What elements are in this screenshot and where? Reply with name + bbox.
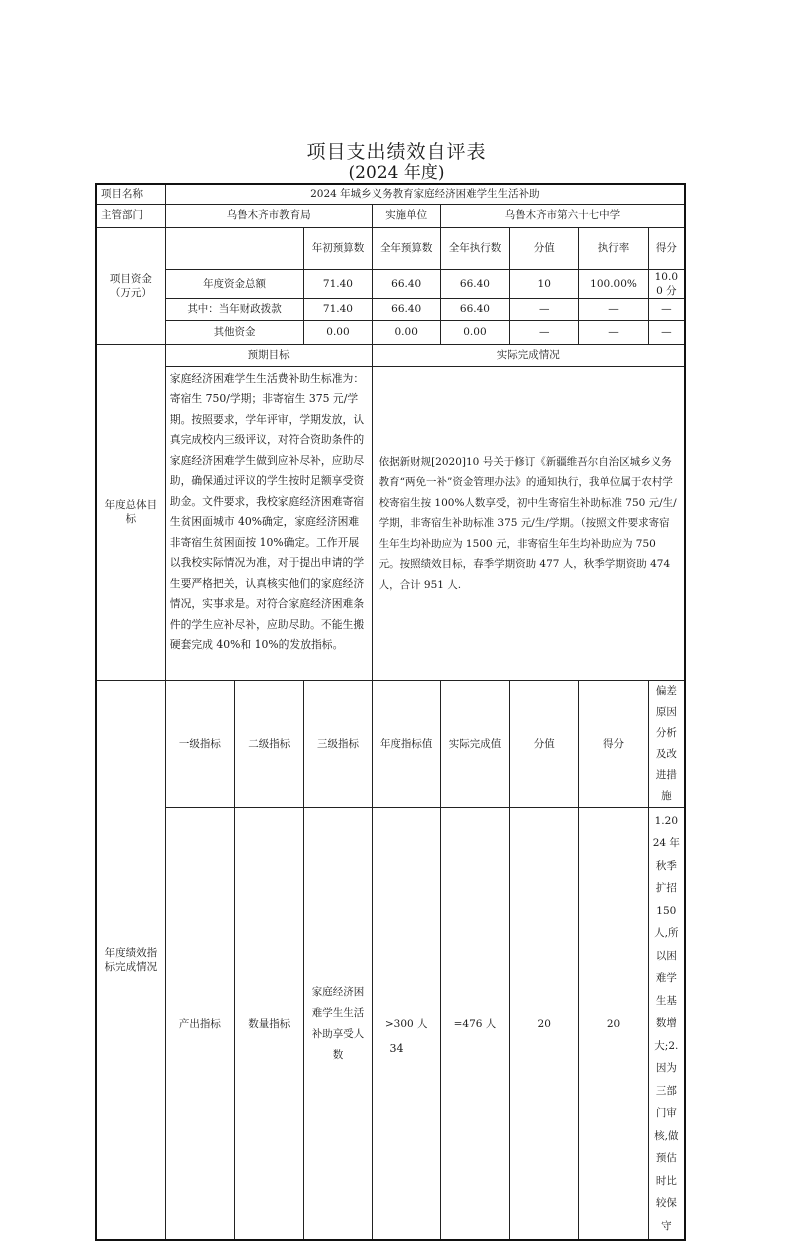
indicator-header-score: 得分 bbox=[579, 680, 648, 807]
funds-cell: — bbox=[510, 320, 579, 344]
goals-content-row bbox=[96, 366, 685, 680]
funds-header-annual-budget: 全年预算数 bbox=[372, 227, 440, 269]
funds-cell: 71.40 bbox=[304, 269, 372, 298]
dept-row bbox=[96, 204, 685, 227]
funds-cell: 66.40 bbox=[372, 298, 440, 320]
indicator-score-value: 20 bbox=[510, 807, 579, 1240]
indicator-header-target: 年度指标值 bbox=[372, 680, 440, 807]
funds-cell: — bbox=[579, 320, 648, 344]
funds-cell: 100.00% bbox=[579, 269, 648, 298]
funds-header-row bbox=[96, 227, 685, 269]
dept-value: 乌鲁木齐市教育局 bbox=[165, 204, 372, 227]
indicator-header-actual: 实际完成值 bbox=[440, 680, 509, 807]
funds-cell: 66.40 bbox=[372, 269, 440, 298]
project-name-value: 2024 年城乡义务教育家庭经济困难学生生活补助 bbox=[165, 184, 685, 204]
project-name-label: 项目名称 bbox=[96, 184, 165, 204]
indicators-label: 年度绩效指标完成情况 bbox=[96, 680, 165, 1240]
funds-header-exec-rate: 执行率 bbox=[579, 227, 648, 269]
goals-expected-header: 预期目标 bbox=[165, 344, 372, 366]
funds-row-label: 其中：当年财政拨款 bbox=[165, 298, 304, 320]
funds-cell: 10.00 分 bbox=[648, 269, 685, 298]
funds-cell: — bbox=[648, 298, 685, 320]
funds-other-row bbox=[96, 320, 685, 344]
funds-label-line2: （万元） bbox=[109, 286, 152, 299]
funds-row-label: 其他资金 bbox=[165, 320, 304, 344]
funds-header-score-value: 分值 bbox=[510, 227, 579, 269]
indicator-target: >300 人 bbox=[372, 807, 440, 1240]
funds-cell: 0.00 bbox=[372, 320, 440, 344]
goals-actual-header: 实际完成情况 bbox=[372, 344, 685, 366]
funds-header-annual-exec: 全年执行数 bbox=[440, 227, 509, 269]
indicators-header-row bbox=[96, 680, 685, 807]
indicator-header-level2: 二级指标 bbox=[235, 680, 304, 807]
impl-label: 实施单位 bbox=[372, 204, 440, 227]
funds-cell: 71.40 bbox=[304, 298, 372, 320]
indicator-actual: =476 人 bbox=[440, 807, 509, 1240]
funds-header-score: 得分 bbox=[648, 227, 685, 269]
funds-fiscal-row bbox=[96, 298, 685, 320]
page-subtitle: (2024 年度) bbox=[348, 163, 445, 183]
indicator-header-deviation: 偏差原因分析及改进措施 bbox=[648, 680, 685, 807]
dept-label: 主管部门 bbox=[96, 204, 165, 227]
funds-label-line1: 项目资金 bbox=[109, 272, 152, 285]
indicator-header-level1: 一级指标 bbox=[165, 680, 234, 807]
impl-value: 乌鲁木齐市第六十七中学 bbox=[440, 204, 685, 227]
indicator-header-score-value: 分值 bbox=[510, 680, 579, 807]
funds-cell: 10 bbox=[510, 269, 579, 298]
funds-cell: 66.40 bbox=[440, 298, 509, 320]
self-evaluation-table bbox=[95, 183, 686, 1241]
indicator-row bbox=[96, 807, 685, 1240]
indicator-score: 20 bbox=[579, 807, 648, 1240]
indicator-level3: 家庭经济困难学生生活补助享受人数 bbox=[304, 807, 372, 1240]
funds-cell: 0.00 bbox=[440, 320, 509, 344]
goals-expected-text: 家庭经济困难学生生活费补助生标准为：寄宿生 750/学期；非寄宿生 375 元/学期。按照要求，学年评审，学期发放，认真完成校内三级评议，对符合资助条件的家庭经济困难学生做到应补尽补，应助尽助，确保通过评议的学生按时足额享受资助金。文件要求，我校家庭经济困难寄宿生贫困面城市 40%确定，家庭经济困难非寄宿生贫困面按 10%确定。工作开展以我校实际情况为准，对于提出申请的学生要严格把关，认真核实他们的家庭经济情况，实事求是。对符合家庭经济困难条件的学生应补尽补，应助尽助。不能生搬硬套完成 40%和 10%的发放指标。 bbox=[165, 366, 372, 680]
funds-cell: 0.00 bbox=[304, 320, 372, 344]
funds-header-initial-budget: 年初预算数 bbox=[304, 227, 372, 269]
goals-label: 年度总体目标 bbox=[96, 344, 165, 680]
funds-cell: 66.40 bbox=[440, 269, 509, 298]
funds-total-row bbox=[96, 269, 685, 298]
page-number: 34 bbox=[389, 1042, 404, 1055]
page-title: 项目支出绩效自评表 bbox=[306, 141, 487, 163]
funds-cell: — bbox=[648, 320, 685, 344]
funds-cell: — bbox=[510, 298, 579, 320]
goals-header-row bbox=[96, 344, 685, 366]
project-name-row bbox=[96, 184, 685, 204]
indicator-level2: 数量指标 bbox=[235, 807, 304, 1240]
funds-label bbox=[96, 227, 165, 344]
funds-row-label: 年度资金总额 bbox=[165, 269, 304, 298]
goals-actual-text: 依据新财规[2020]10 号关于修订《新疆维吾尔自治区城乡义务教育“两免一补”资金管理办法》的通知执行，我单位属于农村学校寄宿生按 100%人数享受，初中生寄宿生补助标准 750 元/生/学期，非寄宿生补助标准 375 元/生/学期。（按照文件要求寄宿生年生均补助应为 1500 元，非寄宿生年生均补助应为 750 元。按照绩效目标，春季学期资助 477 人，秋季学期资助 474 人，合计 951 人. bbox=[372, 366, 685, 680]
indicator-level1: 产出指标 bbox=[165, 807, 234, 1240]
indicator-deviation: 1.2024 年秋季扩招 150 人,所以困难学生基数增大;2.因为三部门审核,做预估时比较保守 bbox=[648, 807, 685, 1240]
indicator-header-level3: 三级指标 bbox=[304, 680, 372, 807]
funds-header-blank bbox=[165, 227, 304, 269]
funds-cell: — bbox=[579, 298, 648, 320]
